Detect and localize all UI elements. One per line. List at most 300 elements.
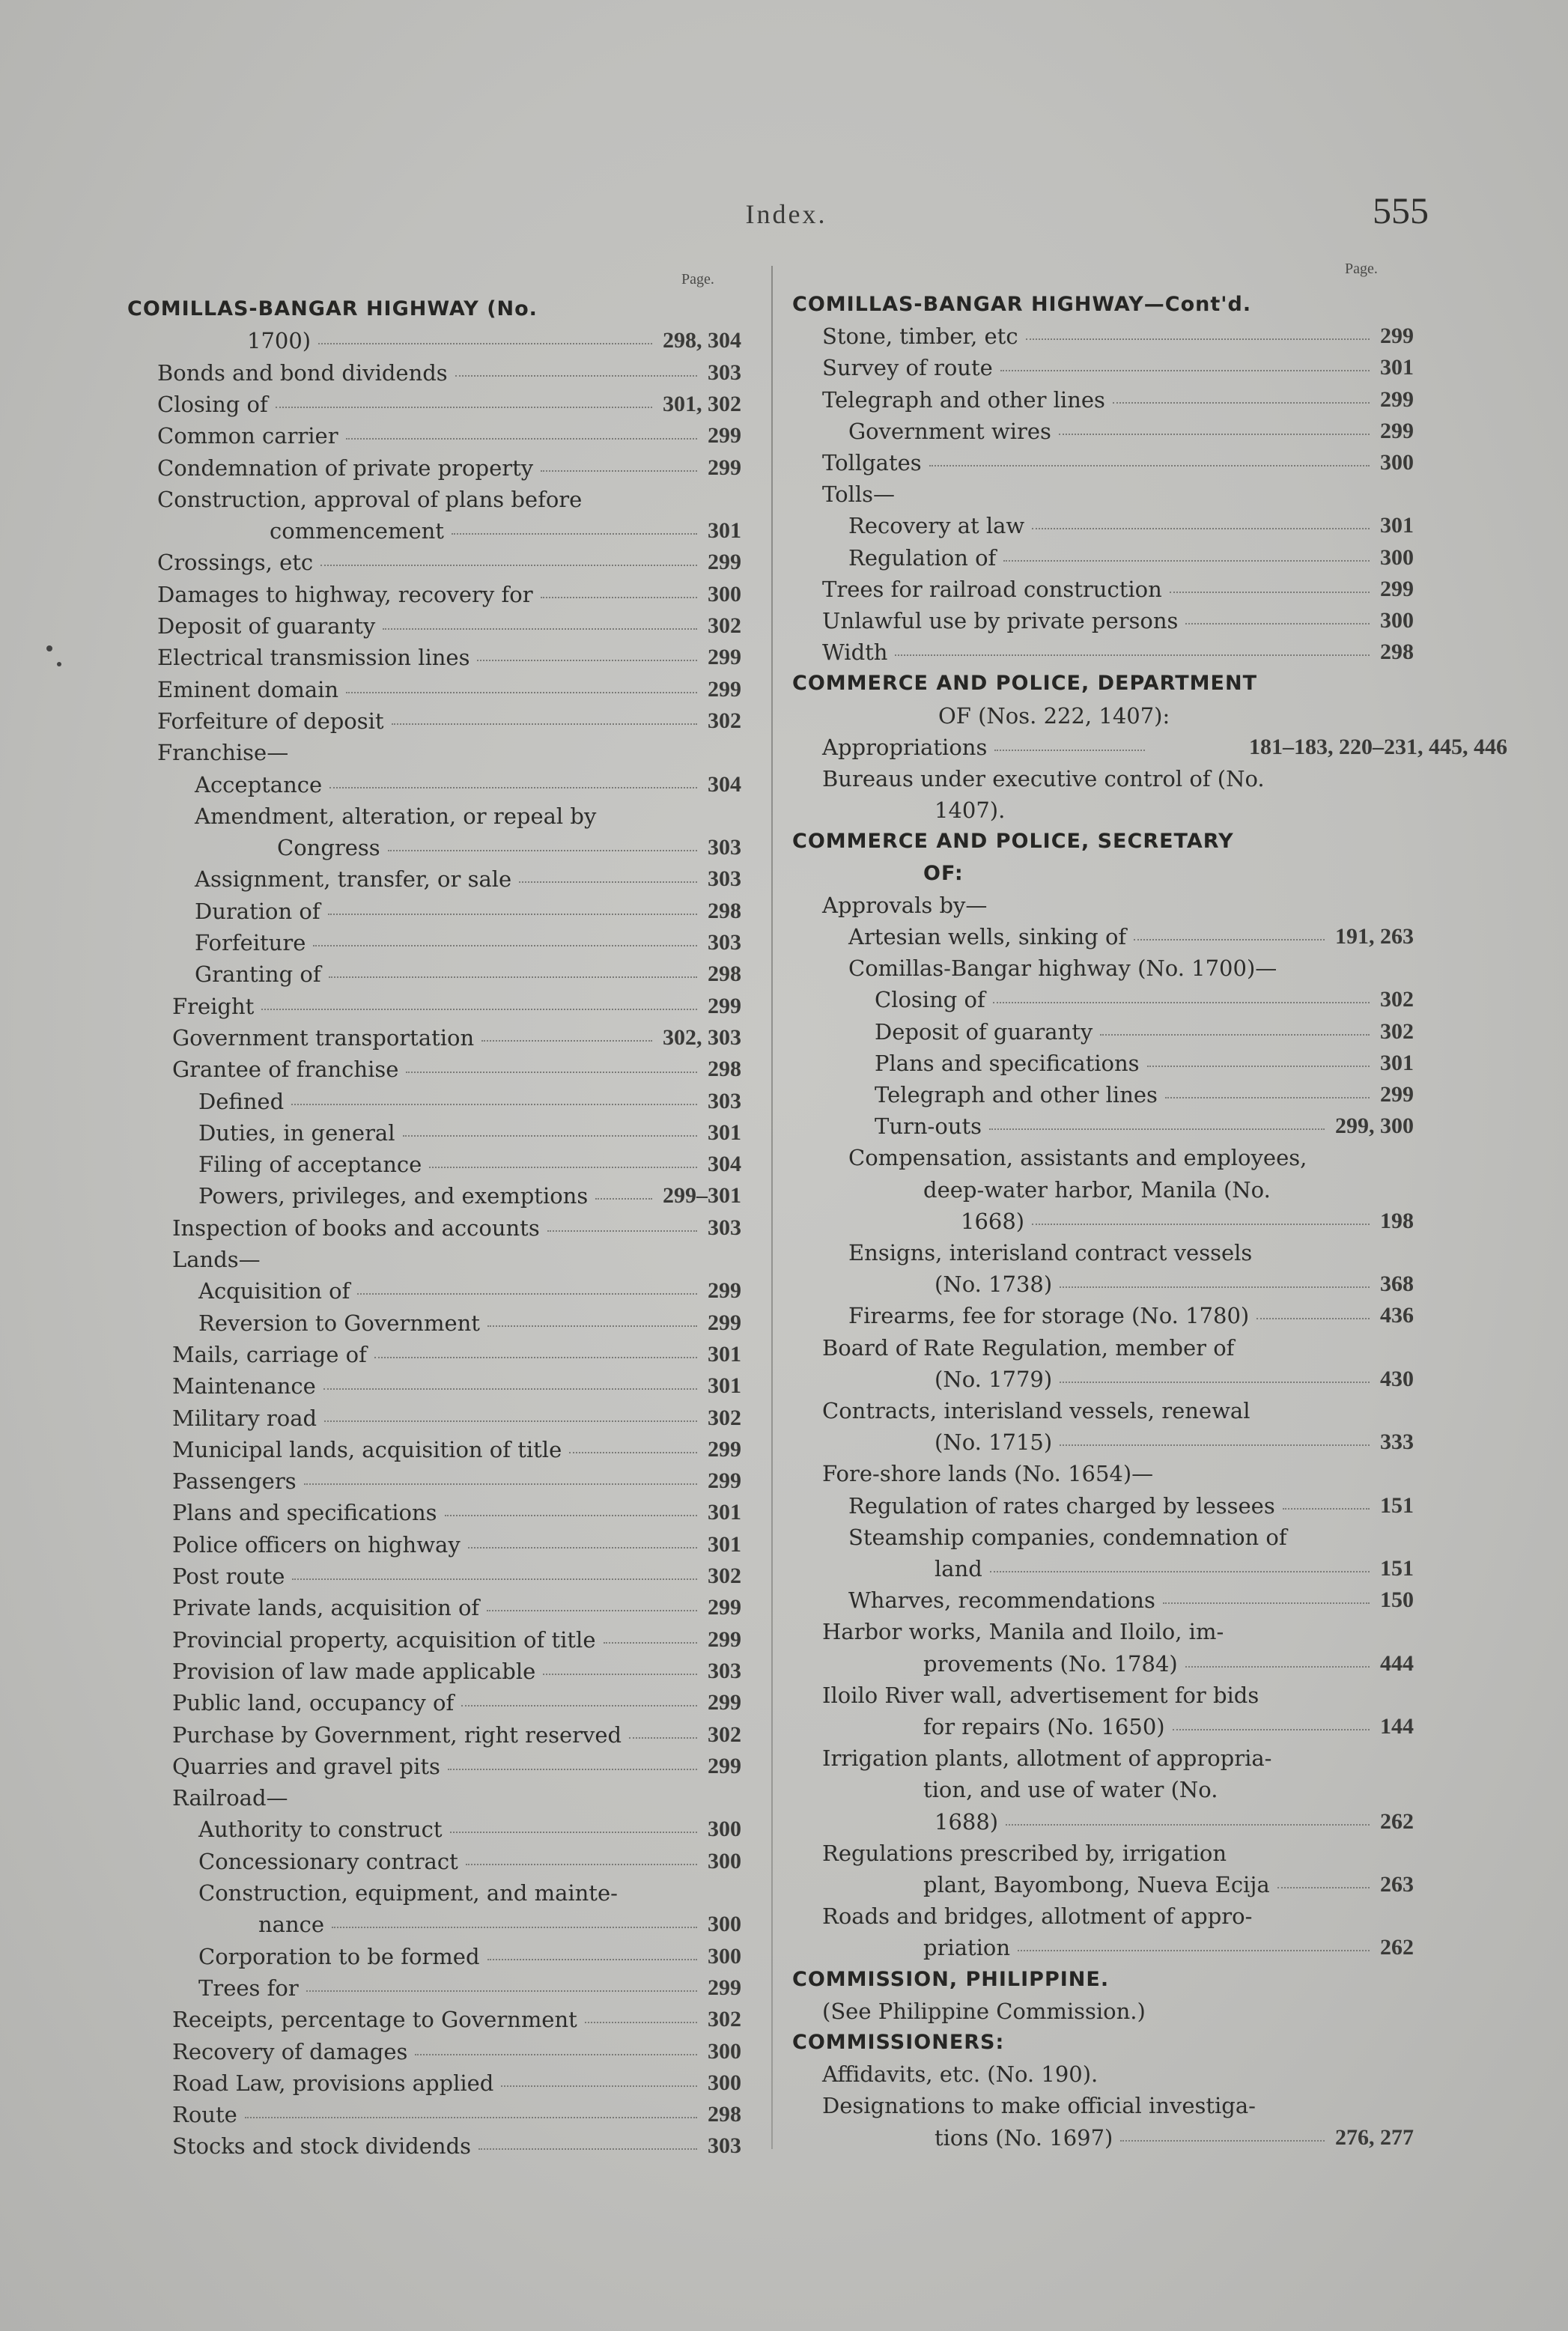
- index-page-ref: 333: [1380, 1429, 1414, 1454]
- index-term: Width: [822, 639, 888, 665]
- index-term: 1688): [935, 1809, 999, 1835]
- index-entry: [792, 2090, 1421, 2121]
- index-term: tion, and use of water (No.: [923, 1777, 1218, 1802]
- leader-dots: [445, 1515, 697, 1516]
- index-entry: [127, 1656, 749, 1687]
- leader-dots: [1000, 370, 1370, 371]
- index-page-ref: 301: [1380, 513, 1414, 538]
- index-entry: [127, 1941, 749, 1972]
- index-entry: [792, 1174, 1421, 1206]
- index-term: Affidavits, etc. (No. 190).: [822, 2061, 1098, 2087]
- index-term: Forfeiture: [195, 930, 306, 955]
- index-entry: [127, 1497, 749, 1528]
- index-page-ref: 299: [708, 1754, 741, 1778]
- index-entry: [792, 2122, 1421, 2154]
- leader-dots: [306, 1990, 697, 1992]
- index-entry: [792, 542, 1421, 574]
- index-entry: [792, 1142, 1421, 1173]
- index-page-ref: 299: [1380, 419, 1414, 443]
- leader-dots: [1163, 1602, 1370, 1604]
- leader-dots: [990, 1571, 1370, 1572]
- index-term: Acquisition of: [198, 1278, 350, 1304]
- leader-dots: [1173, 1729, 1370, 1730]
- index-term: Harbor works, Manila and Iloilo, im-: [822, 1619, 1224, 1644]
- index-term: Maintenance: [172, 1373, 316, 1399]
- index-page-ref: 301: [708, 518, 741, 543]
- index-page-ref: 300: [1380, 608, 1414, 633]
- leader-dots: [392, 723, 697, 725]
- index-entry: [127, 1592, 749, 1623]
- index-term: Plans and specifications: [172, 1500, 437, 1525]
- index-entry: [127, 896, 749, 927]
- index-entry: [127, 800, 749, 832]
- leader-dots: [346, 692, 697, 693]
- leader-dots: [1032, 528, 1370, 529]
- index-page-ref: 262: [1380, 1809, 1414, 1834]
- index-entry: [127, 2004, 749, 2035]
- index-heading: COMILLAS-BANGAR HIGHWAY (No.: [127, 297, 538, 320]
- leader-dots: [477, 660, 697, 661]
- index-term: Comillas-Bangar highway (No. 1700)—: [848, 955, 1277, 981]
- index-term: Closing of: [875, 987, 985, 1012]
- page-speck: [57, 662, 61, 666]
- index-term: Steamship companies, condemnation of: [848, 1525, 1287, 1550]
- index-entry: [792, 668, 1421, 699]
- index-term: Private lands, acquisition of: [172, 1595, 480, 1620]
- leader-dots: [1060, 1286, 1370, 1288]
- index-entry: [792, 1458, 1421, 1489]
- index-page-ref: 299: [708, 1975, 741, 2000]
- index-entry: [792, 1900, 1421, 1932]
- index-term: Contracts, interisland vessels, renewal: [822, 1398, 1251, 1423]
- index-term: plant, Bayombong, Nueva Ecija: [923, 1872, 1270, 1897]
- leader-dots: [383, 628, 697, 630]
- index-term: Trees for: [198, 1975, 299, 2001]
- index-page-ref: 299: [708, 1627, 741, 1652]
- index-page-ref: 303: [708, 835, 741, 860]
- index-page-ref: 302: [708, 708, 741, 733]
- index-term: Regulation of rates charged by lessees: [848, 1493, 1275, 1519]
- index-entry: [792, 1584, 1421, 1616]
- index-entry: [127, 705, 749, 737]
- leader-dots: [291, 1104, 697, 1105]
- index-entry: [792, 636, 1421, 668]
- index-term: commencement: [270, 518, 444, 544]
- index-entry: [792, 447, 1421, 478]
- leader-dots: [292, 1578, 697, 1580]
- index-entry: [792, 478, 1421, 510]
- index-term: Condemnation of private property: [157, 455, 534, 481]
- index-page-ref: 298: [708, 2102, 741, 2127]
- index-term: Designations to make official investiga-: [822, 2093, 1256, 2118]
- index-entry: [792, 2058, 1421, 2090]
- index-entry: [792, 1680, 1421, 1711]
- index-entry: [792, 794, 1421, 826]
- leader-dots: [1134, 939, 1325, 940]
- index-page-ref: 299: [708, 1310, 741, 1335]
- leader-dots: [1185, 623, 1370, 624]
- index-term: Route: [172, 2102, 237, 2127]
- index-page-ref: 299: [708, 550, 741, 574]
- index-entry: [127, 420, 749, 452]
- index-page-ref: 298: [1380, 639, 1414, 664]
- index-page-ref: 300: [708, 2070, 741, 2095]
- index-entry: [127, 1180, 749, 1212]
- index-page-ref: 298: [708, 961, 741, 986]
- index-term: Telegraph and other lines: [822, 387, 1105, 413]
- index-page-ref: 430: [1380, 1367, 1414, 1391]
- running-title: Index.: [745, 199, 827, 229]
- leader-dots: [468, 1547, 697, 1549]
- index-entry: [127, 1751, 749, 1782]
- index-entry: [792, 1206, 1421, 1237]
- index-entry: [127, 1814, 749, 1845]
- index-page-ref: 299: [708, 1595, 741, 1620]
- index-entry: [127, 2067, 749, 2099]
- index-page-ref: 299: [1380, 577, 1414, 601]
- leader-dots: [585, 2022, 697, 2023]
- index-page-ref: 299: [1380, 323, 1414, 348]
- index-entry: [127, 1370, 749, 1402]
- index-page-ref: 301: [1380, 1051, 1414, 1075]
- index-page-ref: 302: [708, 1405, 741, 1430]
- index-entry: [127, 737, 749, 768]
- index-entry: [127, 674, 749, 705]
- leader-dots: [569, 1452, 697, 1453]
- leader-dots: [346, 438, 697, 440]
- leader-dots: [276, 407, 652, 408]
- index-term: Electrical transmission lines: [157, 645, 470, 670]
- index-page-ref: 303: [708, 360, 741, 385]
- index-page-ref: 262: [1380, 1935, 1414, 1960]
- index-term: Granting of: [195, 961, 321, 987]
- index-page-ref: 302: [708, 613, 741, 638]
- index-term: Public land, occupancy of: [172, 1690, 455, 1715]
- index-term: (No. 1738): [935, 1271, 1053, 1297]
- leader-dots: [332, 1927, 697, 1928]
- index-entry: [792, 2027, 1421, 2058]
- index-page-ref: 300: [708, 2039, 741, 2064]
- index-entry: [792, 858, 1421, 890]
- index-page-ref: 299: [1380, 387, 1414, 412]
- index-term: Recovery of damages: [172, 2039, 408, 2064]
- index-term: Construction, equipment, and mainte-: [198, 1880, 618, 1906]
- index-term: Duration of: [195, 899, 320, 924]
- index-term: 1700): [247, 328, 312, 353]
- index-term: Duties, in general: [198, 1120, 395, 1146]
- index-term: OF (Nos. 222, 1407):: [938, 703, 1170, 729]
- index-page-ref: 299: [708, 1690, 741, 1715]
- index-entry: [127, 1782, 749, 1814]
- index-heading: COMMERCE AND POLICE, SECRETARY: [792, 830, 1234, 853]
- index-page-ref: 298: [708, 1057, 741, 1081]
- index-term: Closing of: [157, 392, 268, 417]
- page-number: 555: [1373, 189, 1429, 231]
- index-page-ref: 276, 277: [1335, 2125, 1414, 2150]
- index-entry: [792, 574, 1421, 605]
- index-term: 1668): [961, 1209, 1025, 1234]
- index-entry: [792, 1522, 1421, 1553]
- index-entry: [127, 484, 749, 515]
- index-entry: [792, 1932, 1421, 1963]
- index-term: Board of Rate Regulation, member of: [822, 1335, 1235, 1361]
- index-term: Eminent domain: [157, 677, 339, 702]
- index-entry: [127, 927, 749, 958]
- index-page-ref: 301: [708, 1342, 741, 1367]
- index-page-ref: 301: [1380, 355, 1414, 380]
- index-entry: [127, 832, 749, 863]
- index-entry: [127, 642, 749, 673]
- index-term: Filing of acceptance: [198, 1152, 422, 1177]
- index-entry: [127, 1972, 749, 2004]
- leader-dots: [313, 945, 697, 946]
- leader-dots: [547, 1230, 697, 1232]
- index-page-ref: 302: [1380, 987, 1414, 1012]
- index-term: (No. 1779): [935, 1367, 1053, 1392]
- index-page-ref: 303: [708, 930, 741, 955]
- index-entry: [127, 2130, 749, 2162]
- leader-dots: [1283, 1508, 1370, 1510]
- index-entry: [127, 1339, 749, 1370]
- index-term: Corporation to be formed: [198, 1944, 480, 1969]
- index-entry: [792, 510, 1421, 541]
- index-page-ref: 444: [1380, 1651, 1414, 1676]
- index-page-ref: 302, 303: [663, 1025, 741, 1050]
- index-entry: [792, 921, 1421, 952]
- index-term: Deposit of guaranty: [875, 1019, 1093, 1045]
- index-entry: [792, 1490, 1421, 1522]
- index-term: Military road: [172, 1405, 317, 1431]
- index-entry: [127, 2036, 749, 2067]
- leader-dots: [388, 850, 697, 851]
- leader-dots: [1256, 1318, 1370, 1319]
- index-term: 1407).: [935, 797, 1006, 823]
- index-term: priation: [923, 1935, 1011, 1960]
- leader-dots: [541, 597, 697, 598]
- index-term: Recovery at law: [848, 513, 1025, 538]
- left-page-label: Page.: [681, 271, 714, 288]
- index-page-ref: 303: [708, 1089, 741, 1113]
- leader-dots: [324, 1420, 697, 1422]
- index-page-ref: 191, 263: [1335, 924, 1414, 949]
- index-page-ref: 300: [708, 1849, 741, 1873]
- leader-dots: [328, 914, 697, 915]
- index-term: Appropriations: [822, 735, 988, 760]
- index-term: Police officers on highway: [172, 1532, 461, 1557]
- index-term: for repairs (No. 1650): [923, 1714, 1165, 1739]
- index-entry: [127, 1307, 749, 1339]
- index-page-ref: 304: [708, 772, 741, 797]
- index-entry: [792, 1426, 1421, 1458]
- index-page-ref: 144: [1380, 1714, 1414, 1739]
- index-entry: [792, 732, 1507, 763]
- leader-dots: [304, 1483, 697, 1485]
- index-entry: [792, 826, 1421, 857]
- index-page-ref: 299: [1380, 1082, 1414, 1107]
- index-term: Firearms, fee for storage (No. 1780): [848, 1303, 1250, 1328]
- leader-dots: [1026, 338, 1370, 340]
- leader-dots: [1100, 1034, 1370, 1036]
- leader-dots: [487, 1610, 697, 1611]
- index-term: Unlawful use by private persons: [822, 608, 1179, 633]
- index-entry: [127, 1719, 749, 1751]
- index-entry: [127, 389, 749, 420]
- index-heading: COMILLAS-BANGAR HIGHWAY—Cont'd.: [792, 293, 1252, 316]
- leader-dots: [415, 2054, 697, 2055]
- leader-dots: [501, 2085, 697, 2087]
- leader-dots: [1060, 1382, 1370, 1383]
- index-entry: [792, 416, 1421, 447]
- index-page-ref: 304: [708, 1152, 741, 1176]
- leader-dots: [406, 1072, 697, 1073]
- index-page-ref: 303: [708, 2133, 741, 2158]
- index-page-ref: 151: [1380, 1493, 1414, 1518]
- index-entry: [792, 1774, 1421, 1805]
- index-entry: [792, 289, 1421, 320]
- index-page-ref: 302: [708, 1563, 741, 1588]
- leader-dots: [478, 2148, 697, 2150]
- index-entry: [127, 294, 749, 325]
- index-page-ref: 301: [708, 1500, 741, 1525]
- index-entry: [127, 547, 749, 578]
- index-page-ref: 303: [708, 1659, 741, 1683]
- index-term: Amendment, alteration, or repeal by: [195, 803, 597, 829]
- index-page-ref: 300: [1380, 545, 1414, 570]
- leader-dots: [1185, 1666, 1370, 1668]
- index-term: Mails, carriage of: [172, 1342, 367, 1367]
- index-term: Compensation, assistants and employees,: [848, 1145, 1307, 1170]
- index-entry: [127, 991, 749, 1022]
- index-entry: [127, 1877, 749, 1909]
- index-term: (See Philippine Commission.): [822, 1999, 1146, 2024]
- index-term: Provincial property, acquisition of title: [172, 1627, 596, 1653]
- index-page-ref: 299: [708, 994, 741, 1018]
- leader-dots: [541, 470, 697, 472]
- leader-dots: [543, 1674, 697, 1675]
- index-page-ref: 299: [708, 645, 741, 669]
- index-term: Government wires: [848, 419, 1051, 444]
- index-entry: [127, 1434, 749, 1465]
- index-entry: [127, 1529, 749, 1560]
- index-entry: [792, 1806, 1421, 1838]
- index-term: Freight: [172, 994, 255, 1019]
- index-entry: [127, 357, 749, 389]
- index-term: Authority to construct: [198, 1817, 443, 1842]
- index-page-ref: 301: [708, 1373, 741, 1398]
- index-entry: [792, 1268, 1421, 1300]
- index-term: Railroad—: [172, 1785, 288, 1811]
- index-page-ref: 263: [1380, 1872, 1414, 1897]
- index-entry: [792, 320, 1421, 352]
- index-page-ref: 300: [708, 1817, 741, 1841]
- right-page-label: Page.: [1345, 261, 1378, 277]
- index-entry: [792, 1110, 1421, 1142]
- index-term: Concessionary contract: [198, 1849, 458, 1874]
- leader-dots: [487, 1325, 697, 1327]
- leader-dots: [595, 1198, 652, 1200]
- index-term: Tolls—: [822, 481, 895, 507]
- index-entry: [127, 610, 749, 642]
- index-page-ref: 181–183, 220–231, 445, 446: [1249, 735, 1507, 759]
- index-heading: COMMERCE AND POLICE, DEPARTMENT: [792, 672, 1257, 695]
- leader-dots: [1147, 1066, 1370, 1067]
- index-page-ref: 302: [708, 1722, 741, 1747]
- index-entry: [792, 352, 1421, 383]
- leader-dots: [448, 1769, 697, 1770]
- index-term: Iloilo River wall, advertisement for bids: [822, 1683, 1259, 1708]
- index-page-ref: 299: [708, 1468, 741, 1493]
- index-entry: [792, 1838, 1421, 1869]
- leader-dots: [450, 1832, 697, 1833]
- index-term: Road Law, provisions applied: [172, 2070, 494, 2096]
- leader-dots: [466, 1864, 697, 1865]
- index-entry: [792, 952, 1421, 984]
- index-entry: [792, 984, 1421, 1015]
- index-page-ref: 298: [708, 899, 741, 923]
- leader-dots: [245, 2117, 697, 2118]
- index-page-ref: 300: [708, 582, 741, 607]
- index-term: Inspection of books and accounts: [172, 1215, 540, 1241]
- leader-dots: [429, 1167, 697, 1168]
- leader-dots: [1113, 402, 1370, 404]
- index-page-ref: 300: [1380, 450, 1414, 475]
- index-term: (No. 1715): [935, 1429, 1053, 1455]
- index-term: Damages to highway, recovery for: [157, 582, 533, 607]
- index-page-ref: 368: [1380, 1271, 1414, 1296]
- leader-dots: [1059, 434, 1370, 435]
- leader-dots: [1170, 592, 1370, 593]
- index-entry: [127, 1402, 749, 1434]
- leader-dots: [318, 343, 652, 344]
- index-entry: [792, 1711, 1421, 1742]
- index-entry: [792, 1869, 1421, 1900]
- index-term: Common carrier: [157, 423, 338, 449]
- index-page-ref: 301: [708, 1532, 741, 1557]
- leader-dots: [1165, 1097, 1370, 1098]
- leader-dots: [993, 1002, 1370, 1003]
- leader-dots: [455, 375, 697, 377]
- index-term: Turn-outs: [875, 1113, 982, 1139]
- leader-dots: [1277, 1887, 1370, 1888]
- index-page-ref: 302: [708, 2007, 741, 2031]
- index-page-ref: 299: [708, 1437, 741, 1462]
- leader-dots: [403, 1135, 697, 1137]
- leader-dots: [481, 1040, 652, 1042]
- index-entry: [792, 1237, 1421, 1268]
- leader-dots: [1018, 1950, 1370, 1951]
- index-page-ref: 299: [708, 455, 741, 480]
- leader-dots: [629, 1737, 697, 1739]
- leader-dots: [994, 750, 1145, 751]
- index-page-ref: 300: [708, 1912, 741, 1936]
- index-term: Congress: [277, 835, 380, 860]
- index-term: Tollgates: [822, 450, 922, 475]
- index-entry: [127, 1054, 749, 1085]
- leader-dots: [487, 1959, 697, 1960]
- index-term: nance: [258, 1912, 325, 1937]
- index-term: Bureaus under executive control of (No.: [822, 766, 1265, 791]
- index-term: Municipal lands, acquisition of title: [172, 1437, 562, 1462]
- index-entry: [127, 1560, 749, 1592]
- index-entry: [127, 515, 749, 547]
- index-entry: [127, 1244, 749, 1275]
- leader-dots: [1032, 1224, 1370, 1225]
- index-term: Deposit of guaranty: [157, 613, 376, 639]
- index-term: Receipts, percentage to Government: [172, 2007, 577, 2032]
- leader-dots: [1003, 560, 1370, 562]
- index-page-ref: 303: [708, 866, 741, 891]
- leader-dots: [929, 465, 1370, 466]
